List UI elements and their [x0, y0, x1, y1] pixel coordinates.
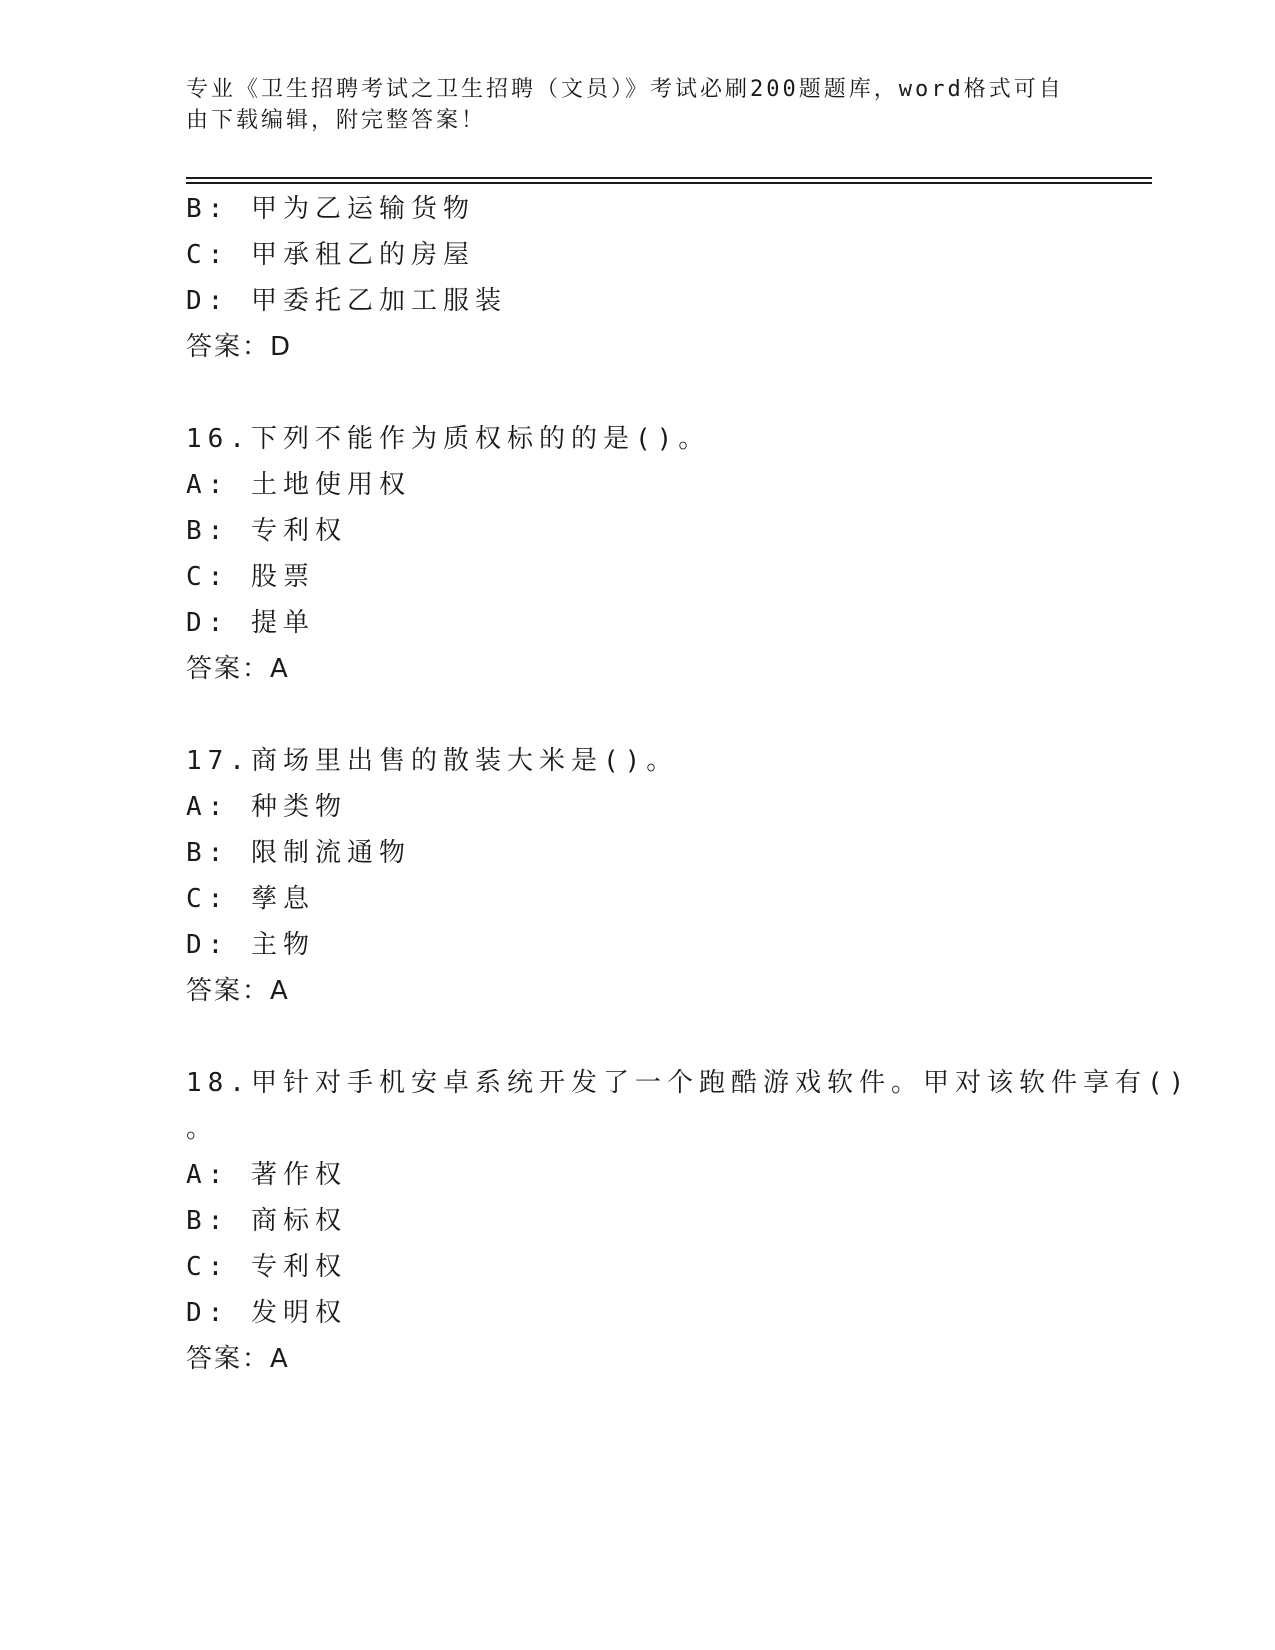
option-a: A: 著作权: [186, 1160, 347, 1190]
header-divider-bottom: [186, 182, 1152, 184]
option-d: D: 主物: [186, 930, 315, 960]
option-b: B: 限制流通物: [186, 838, 411, 868]
option-b: B: 专利权: [186, 516, 347, 546]
option-d: D: 甲委托乙加工服装: [186, 286, 507, 316]
option-c: C: 孳息: [186, 884, 315, 914]
option-b: B: 甲为乙运输货物: [186, 194, 475, 224]
option-d: D: 提单: [186, 608, 315, 638]
option-c: C: 甲承租乙的房屋: [186, 240, 475, 270]
question-list: [186, 186, 1191, 1382]
question-stem: 17.商场里出售的散装大米是()。: [186, 746, 679, 776]
question-stem-continuation: 。: [186, 1114, 213, 1144]
option-b: B: 商标权: [186, 1206, 347, 1236]
answer-line: 答案：D: [186, 332, 293, 362]
question-block-17: [186, 738, 1116, 1014]
header-line-2: 由下载编辑，附完整答案！: [186, 108, 487, 133]
question-block-prev: [186, 186, 1116, 370]
document-header: [186, 74, 1066, 136]
question-block-18: [186, 1060, 1191, 1382]
question-stem: 16.下列不能作为质权标的的是()。: [186, 424, 711, 454]
answer-line: 答案：A: [186, 976, 290, 1006]
header-divider-top: [186, 177, 1152, 179]
option-d: D: 发明权: [186, 1298, 347, 1328]
question-block-16: [186, 416, 1116, 692]
answer-line: 答案：A: [186, 1344, 290, 1374]
question-stem: 18.甲针对手机安卓系统开发了一个跑酷游戏软件。甲对该软件享有(): [186, 1068, 1191, 1098]
option-c: C: 专利权: [186, 1252, 347, 1282]
option-a: A: 土地使用权: [186, 470, 411, 500]
option-c: C: 股票: [186, 562, 315, 592]
answer-line: 答案：A: [186, 654, 290, 684]
option-a: A: 种类物: [186, 792, 347, 822]
header-line-1: 专业《卫生招聘考试之卫生招聘（文员）》考试必刷200题题库，word格式可自: [186, 77, 1064, 102]
